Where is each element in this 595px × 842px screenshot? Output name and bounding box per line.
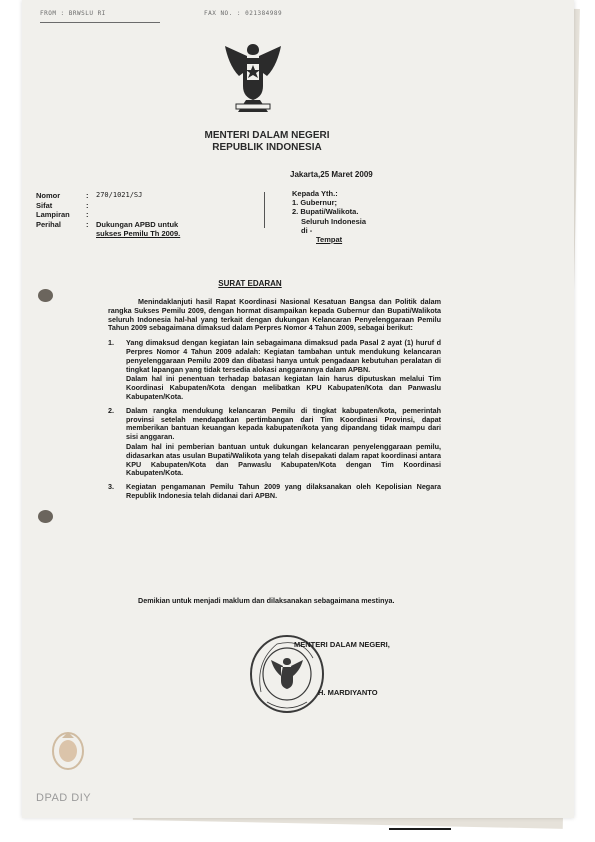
perihal-label: Perihal — [36, 219, 62, 229]
recipient-2: 2. Bupati/Walikota. — [292, 207, 359, 217]
lampiran-label: Lampiran — [36, 210, 70, 219]
watermark-text: DPAD DIY — [36, 792, 92, 804]
letter-metadata — [36, 191, 236, 239]
point-number: 1. — [108, 338, 114, 348]
letterhead-line1: MENTERI DALAM NEGERI — [204, 130, 330, 141]
garuda-emblem-icon — [218, 38, 288, 118]
fax-divider — [40, 22, 160, 23]
point-text: Yang dimaksud dengan kegiatan lain sebagaimana dimaksud pada Pasal 2 ayat (1) huruf d Perpres Nomor 4 Tahun 2009 adalah: Kegiatan tambahan untuk mendukung kelancaran penyelenggaraan Pemilu 2009 dan dibatasi hanya untuk pengadaan kebutuhan peralatan di tingkat lapangan yang tidak tersedia alokasi anggarannya dalam APBN. — [126, 338, 441, 374]
punch-hole — [38, 510, 53, 523]
letter-body — [108, 298, 441, 506]
bottom-rule — [389, 828, 451, 830]
fax-from: FROM : BRWSLU RI — [40, 10, 106, 17]
intro-paragraph: Menindaklanjuti hasil Rapat Koordinasi Nasional Kesatuan Bangsa dan Politik dalam rangka Sukses Pemilu 2009, dengan hormat disampaikan kepada Gubernur dan Bupati/Walikota seluruh Indonesia hal-hal yang terkait dengan dukungan Kelancaran Penyelenggaraan Pemilu Tahun 2009 sebagaimana dimaksud dalam Perpres Nomor 4 Tahun 2009, sebagai berikut: — [108, 297, 441, 333]
point-text: Dalam rangka mendukung kelancaran Pemilu di tingkat kabupaten/kota, pemerintah provinsi setelah mendapatkan pertimbangan dari Tim Koordinasi Provinsi, dapat memberikan bantuan keuangan kepada kabupaten/kota yang dipandang tidak mampu dari sisi anggaran. — [126, 405, 441, 442]
perihal-value — [96, 220, 236, 239]
letterhead-line2: REPUBLIK INDONESIA — [212, 142, 322, 153]
point-number: 2. — [108, 405, 114, 415]
colon: : — [86, 191, 89, 200]
point-text: Kegiatan pengamanan Pemilu Tahun 2009 yang dilaksanakan oleh Kepolisian Negara Republik Indonesia telah didanai dari APBN. — [126, 482, 441, 500]
nomor-label: Nomor — [36, 191, 61, 200]
letter-title: SURAT EDARAN — [218, 279, 282, 288]
nomor-value: 270/1021/SJ — [96, 191, 143, 199]
point-continuation: Dalam hal ini pemberian bantuan untuk dukungan kelancaran penyelenggaraan pemilu, didasarkan atas usulan Bupati/Walikota yang telah disepakati dalam rapat koordinasi antara KPU Kabupaten/Kota dan Panwaslu Kabupaten/Kota dengan Tim Koordinasi Kabupaten/Kota. — [126, 441, 441, 478]
closing-text: Demikian untuk menjadi maklum dan dilaksanakan sebagaimana mestinya. — [138, 596, 395, 605]
colon: : — [86, 200, 89, 210]
recipient-di: di - — [301, 225, 313, 235]
column-divider — [264, 192, 265, 228]
punch-hole — [38, 289, 53, 302]
perihal-line2: sukses Pemilu Th 2009. — [96, 229, 181, 238]
signatory-title: MENTERI DALAM NEGERI, — [294, 640, 390, 649]
points-list — [108, 339, 441, 501]
letter-date: Jakarta,25 Maret 2009 — [290, 170, 373, 179]
lampiran-value — [96, 210, 236, 220]
letterhead — [132, 130, 402, 154]
recipients-heading: Kepada Yth.: — [292, 189, 338, 198]
fax-number: FAX NO. : 021384989 — [204, 10, 283, 17]
dpad-logo-icon — [50, 730, 86, 772]
colon: : — [86, 219, 89, 229]
colon: : — [86, 210, 89, 219]
list-item — [108, 483, 441, 501]
closing-paragraph — [108, 597, 441, 606]
point-continuation: Dalam hal ini penentuan terhadap batasan kegiatan lain harus diputuskan melalui Tim Koordinasi Kabupaten/Kota dengan melibatkan KPU Kabupaten/Kota dan Panwaslu Kabupaten/Kota. — [126, 374, 441, 401]
list-item — [108, 339, 441, 402]
recipient-place: Tempat — [316, 235, 343, 245]
sifat-label: Sifat — [36, 200, 53, 210]
signatory-name: H. MARDIYANTO — [318, 688, 378, 697]
recipient-2-cont: Seluruh Indonesia — [301, 216, 367, 226]
sifat-value — [96, 201, 236, 211]
list-item — [108, 407, 441, 478]
perihal-line1: Dukungan APBD untuk — [96, 219, 179, 229]
recipients — [292, 189, 366, 244]
point-number: 3. — [108, 482, 114, 492]
recipient-1: 1. Gubernur; — [292, 198, 338, 208]
